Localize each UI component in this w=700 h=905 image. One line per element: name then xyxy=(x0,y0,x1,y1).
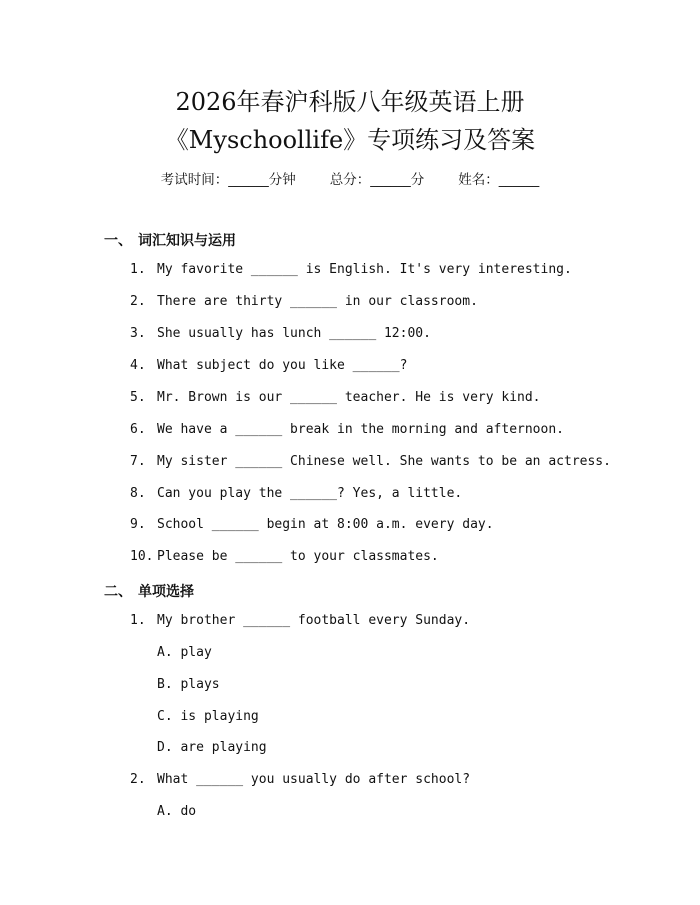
section-1-title: 词汇知识与运用 xyxy=(138,233,236,249)
exam-info-line xyxy=(0,168,700,188)
option-item: D. are playing xyxy=(157,740,267,755)
question-item: 9. School ______ begin at 8:00 a.m. every day. xyxy=(130,517,494,532)
option-item: B. plays xyxy=(157,677,220,692)
section-2-number: 二、 xyxy=(104,584,132,600)
question-item: 8. Can you play the ______? Yes, a little. xyxy=(130,486,463,501)
option-item: A. do xyxy=(157,804,197,819)
question-item: 3. She usually has lunch ______ 12:00. xyxy=(130,326,431,341)
question-item: 7. My sister ______ Chinese well. She wants to be an actress. xyxy=(130,454,611,469)
question-item: 1. My favorite ______ is English. It's very interesting. xyxy=(130,262,572,277)
total-score-field: 总分：______分 xyxy=(329,172,425,188)
title-line-2: 《Myschoollife》专项练习及答案 xyxy=(164,126,536,154)
question-item: 2. There are thirty ______ in our classroom. xyxy=(130,294,478,309)
question-item: 10. Please be ______ to your classmates. xyxy=(130,549,439,564)
question-item: 5. Mr. Brown is our ______ teacher. He is very kind. xyxy=(130,390,541,405)
section-2-heading xyxy=(104,581,194,601)
question-item: 4. What subject do you like ______? xyxy=(130,358,408,373)
title-line-1: 2026年春沪科版八年级英语上册 xyxy=(175,88,525,116)
question-item: 2. What ______ you usually do after school? xyxy=(130,772,471,787)
section-2-title: 单项选择 xyxy=(138,584,194,600)
question-item: 6. We have a ______ break in the morning and afternoon. xyxy=(130,422,564,437)
option-item: C. is playing xyxy=(157,709,259,724)
name-field: 姓名：______ xyxy=(458,172,540,188)
section-1-number: 一、 xyxy=(104,233,132,249)
option-item: A. play xyxy=(157,645,212,660)
question-item: 1. My brother ______ football every Sunday. xyxy=(130,613,471,628)
exam-time-field: 考试时间：______分钟 xyxy=(160,172,296,188)
section-1-heading xyxy=(104,230,236,250)
